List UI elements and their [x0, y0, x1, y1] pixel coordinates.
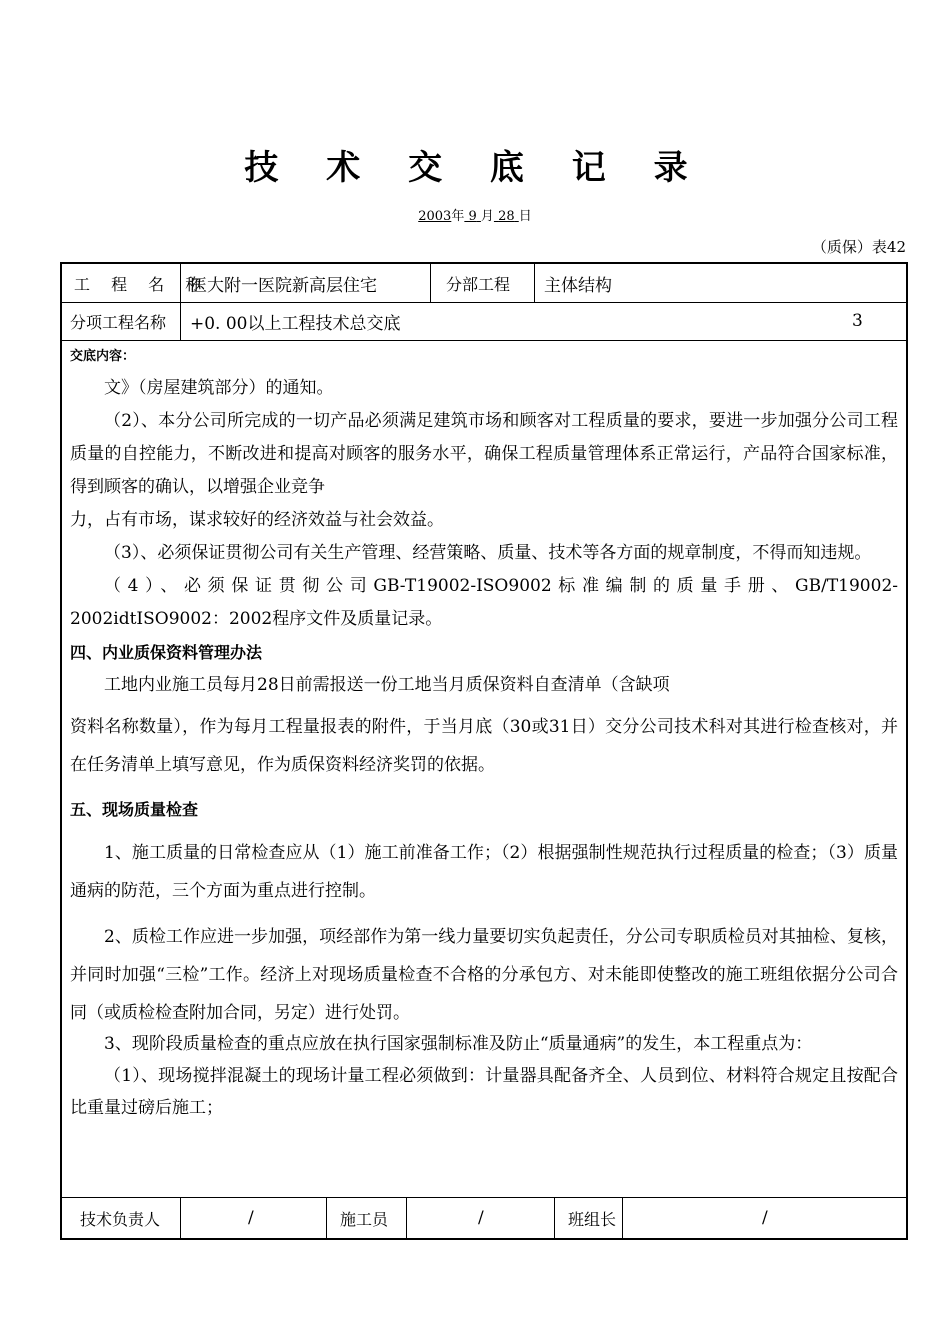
sub-item-row	[62, 302, 906, 341]
sub-item-label: 分项工程名称	[70, 312, 167, 332]
document-date	[0, 205, 950, 224]
page-number: 3	[852, 311, 863, 331]
project-label: 工 程 名 称	[74, 274, 210, 294]
division-value: 主体结构	[544, 275, 612, 296]
paragraph-7: 2、质检工作应进一步加强，项经部作为第一线力量要切实负起责任，分公司专职质检员对其抽检、复核，并同时加强“三检”工作。经济上对现场质量检查不合格的分承包方、对未能即使整改的施工班组依据分公司合同（或质检检查附加合同，另定）进行处罚。	[70, 927, 898, 1023]
paragraph-3: （3）、必须保证贯彻公司有关生产管理、经营策略、质量、技术等各方面的规章制度，不得而知违规。	[104, 543, 872, 563]
site-worker-value: /	[478, 1208, 484, 1228]
sub-item-value: +0. 00以上工程技术总交底	[190, 313, 401, 334]
date-day: 28	[498, 209, 515, 224]
signature-row	[62, 1197, 906, 1238]
paragraph-2: （2）、本分公司所完成的一切产品必须满足建筑市场和顾客对工程质量的要求，要进一步加强分公司工程质量的自控能力，不断改进和提高对顾客的服务水平，确保工程质量管理体系正常运行，产品符合国家标准，得到顾客的确认，以增强企业竞争	[70, 411, 898, 497]
paragraph-9: （1）、现场搅拌混凝土的现场计量工程必须做到：计量器具配备齐全、人员到位、材料符合规定且按配合比重量过磅后施工；	[70, 1066, 898, 1118]
date-month: 9	[468, 209, 477, 224]
form-number: （质保）表42	[811, 238, 906, 256]
tech-lead-label: 技术负责人	[80, 1209, 161, 1229]
paragraph-2-cont: 力，占有市场，谋求较好的经济效益与社会效益。	[70, 510, 444, 530]
date-month-char: 月	[480, 209, 494, 224]
paragraph-5: 工地内业施工员每月28日前需报送一份工地当月质保资料自查清单（含缺项	[104, 675, 670, 695]
section-5-heading: 五、现场质量检查	[70, 800, 199, 819]
paragraph-4: （4）、必须保证贯彻公司GB-T19002-ISO9002标准编制的质量手册、GB/T19002-2002idtISO9002：2002程序文件及质量记录。	[70, 576, 898, 629]
document-title: 技 术 交 底 记 录	[244, 148, 706, 188]
paragraph-6: 1、施工质量的日常检查应从（1）施工前准备工作；（2）根据强制性规范执行过程质量的检查；（3）质量通病的防范，三个方面为重点进行控制。	[70, 843, 898, 901]
tech-lead-value: /	[248, 1208, 254, 1228]
date-day-char: 日	[518, 209, 532, 224]
division-label: 分部工程	[446, 274, 511, 294]
content-label: 交底内容：	[70, 349, 136, 364]
team-leader-value: /	[762, 1208, 768, 1228]
date-year-char: 年	[451, 209, 465, 224]
paragraph-notice: 文》（房屋建筑部分）的通知。	[104, 378, 334, 398]
project-value: 医大附一医院新高层住宅	[190, 275, 377, 296]
paragraph-8: 3、现阶段质量检查的重点应放在执行国家强制标准及防止“质量通病”的发生，本工程重点为：	[104, 1034, 813, 1054]
record-table	[60, 262, 908, 1240]
team-leader-label: 班组长	[568, 1209, 617, 1229]
section-4-heading: 四、内业质保资料管理办法	[70, 643, 263, 662]
paragraph-5-cont: 资料名称数量），作为每月工程量报表的附件，于当月底（30或31日）交分公司技术科对其进行检查核对，并在任务清单上填写意见，作为质保资料经济奖罚的依据。	[70, 717, 898, 775]
project-row	[62, 264, 906, 303]
date-year: 2003	[418, 209, 452, 224]
content-body	[70, 342, 898, 1124]
site-worker-label: 施工员	[340, 1209, 389, 1229]
